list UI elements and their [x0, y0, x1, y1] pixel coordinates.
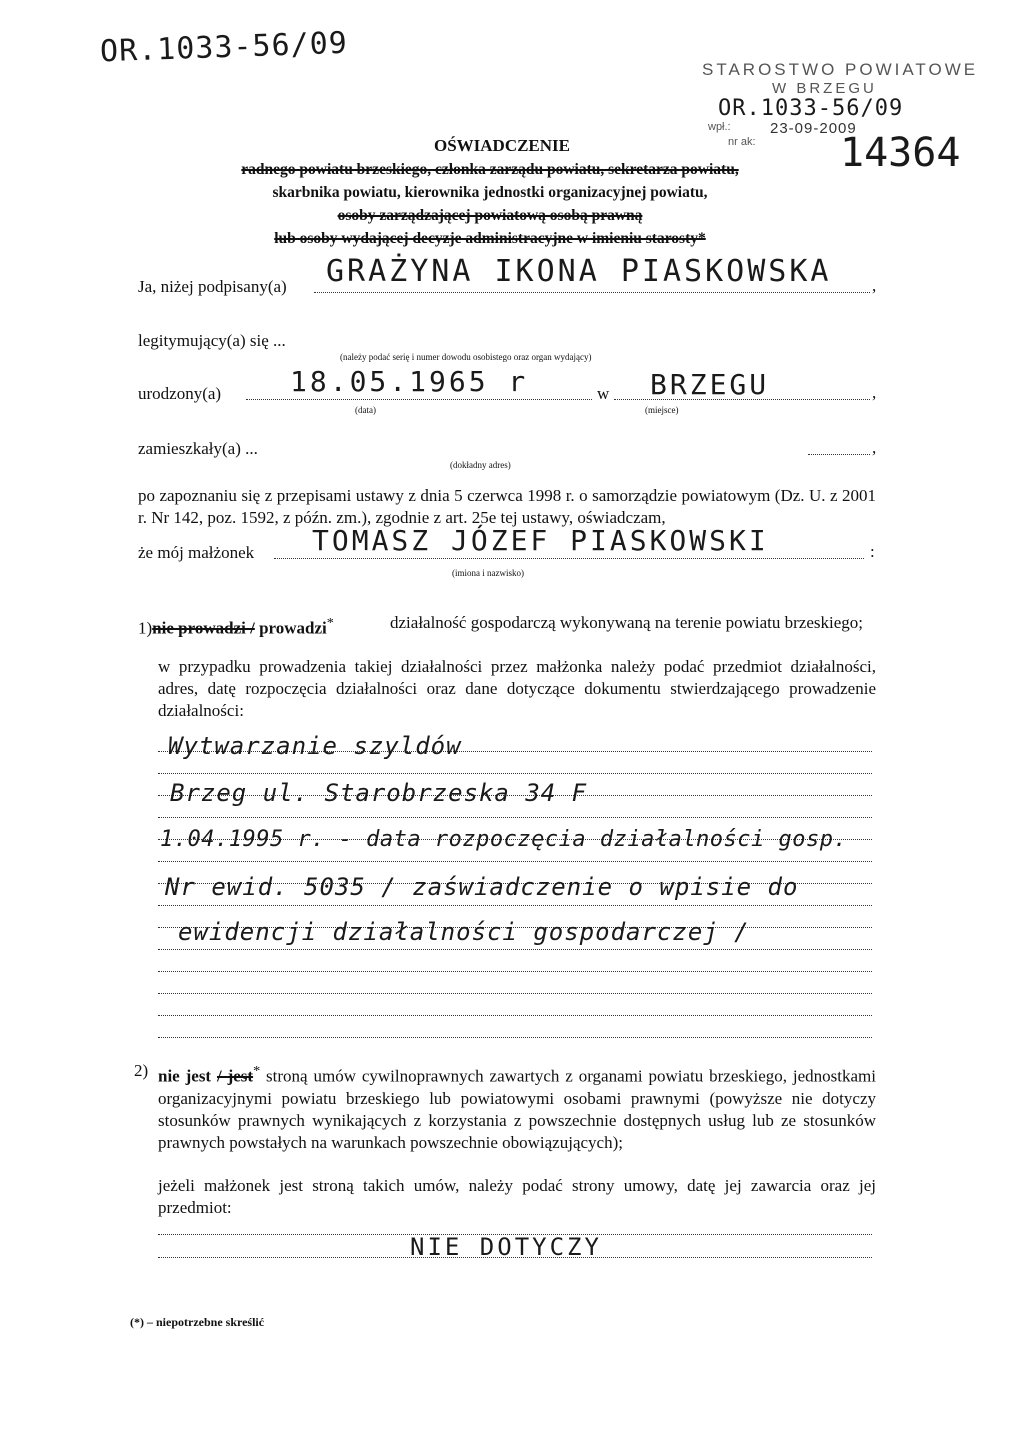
section1-heading: 1)nie prowadzi / prowadzi* [138, 615, 334, 638]
spouse-dotted-line [274, 558, 864, 559]
subtitle-line-1: radnego powiatu brzeskiego, członka zarządu powiatu, sekretarza powiatu, [241, 161, 739, 178]
section2-text-b: jeżeli małżonek jest stroną takich umów, należy podać strony umowy, datę jej zawarcia oraz jej przedmiot: [158, 1176, 876, 1217]
section2-struck-option: / jest [216, 1066, 254, 1086]
section2-text-a: stroną umów cywilnoprawnych zawartych z organami powiatu brzeskiego, jednostkami organizacyjnymi powiatu brzeskiego lub powiatowymi osobami prawnymi (powyższe nie dotyczy stosunków prawnych wynikających z korzystania z powszechnie dostępnych usług lub ze stosunków prawnych powstałych na warunkach powszechnie obowiązujących); [158, 1066, 876, 1152]
subtitle-line-2: skarbnika powiatu, kierownika jednostki organizacyjnej powiatu, [272, 184, 708, 201]
document-title: OŚWIADCZENIE [433, 136, 571, 155]
name-dotted-line [314, 292, 870, 293]
born-comma: , [872, 383, 877, 402]
born-in-label: w [597, 384, 610, 403]
born-label: urodzony(a) [138, 384, 222, 403]
born-date-value: 18.05.1965 r [290, 365, 529, 398]
subtitle [140, 158, 840, 250]
stamp-nr-label: nr ak: [728, 136, 756, 148]
subtitle-line-4: lub osoby wydającej decyzje administracyjne w imieniu starosty* [274, 230, 706, 247]
business-registry-document: ewidencji działalności gospodarczej / [178, 918, 750, 946]
subtitle-line-3: osoby zarządzającej powiatową osobą prawną [337, 207, 643, 224]
address-hint: (dokładny adres) [450, 460, 511, 470]
section2-selected-option: nie jest [158, 1066, 212, 1086]
business-address: Brzeg ul. Starobrzeska 34 F [170, 779, 588, 807]
born-date-line [246, 399, 592, 400]
born-place-value: BRZEGU [650, 368, 770, 401]
name-value: GRAŻYNA IKONA PIASKOWSKA [326, 254, 832, 289]
section2-paragraph: nie jest / jest* stroną umów cywilnoprawnych zawartych z organami powiatu brzeskiego, jednostkami organizacyjnymi powiatu brzeskiego lub powiatowymi osobami prawnymi (powyższe nie dotyczy stosunków prawnych wynikających z korzystania z powszechnie dostępnych usług lub ze stosunków prawnych powstałych na warunkach powszechnie obowiązujących); [158, 1063, 876, 1152]
spouse-value: TOMASZ JÓZEF PIASKOWSKI [312, 524, 769, 557]
handwritten-reference: OR.1033-56/09 [99, 25, 349, 70]
section1-number: 1) [138, 618, 153, 638]
id-label: legitymujący(a) się ... [138, 331, 286, 350]
section1-text-a: działalność gospodarczą wykonywaną na terenie powiatu brzeskiego; [390, 613, 863, 632]
business-start-date: 1.04.1995 r. - data rozpoczęcia działalności gosp. [160, 827, 848, 852]
address-comma: , [872, 438, 877, 457]
name-label: Ja, niżej podpisany(a) [138, 277, 287, 296]
spouse-label: że mój małżonek [138, 543, 255, 562]
date-hint: (data) [355, 405, 376, 415]
address-label: zamieszkały(a) ... [138, 439, 258, 458]
section1-struck-option: nie prowadzi / [152, 618, 255, 638]
place-hint: (miejsce) [645, 405, 679, 415]
stamp-date: 23-09-2009 [770, 120, 857, 137]
section2-value: NIE DOTYCZY [410, 1233, 602, 1261]
address-dotted-line [808, 454, 870, 455]
stamp-handwritten-ref: OR.1033-56/09 [718, 96, 904, 121]
id-hint: (należy podać serię i numer dowodu osobistego oraz organ wydający) [340, 352, 592, 362]
spouse-colon: : [870, 542, 875, 561]
section1-text-b: w przypadku prowadzenia takiej działalności przez małżonka należy podać przedmiot działalności, adres, datę rozpoczęcia działalności oraz dane dotyczące dokumentu stwierdzającego prowadzenie działalności: [158, 657, 876, 720]
intro-paragraph: po zapoznaniu się z przepisami ustawy z dnia 5 czerwca 1998 r. o samorządzie powiatowym (Dz. U. z 2001 r. Nr 142, poz. 1592, z późn. zm.), zgodnie z art. 25e tej ustawy, oświadczam, [138, 486, 876, 527]
name-comma: , [872, 276, 877, 295]
spouse-hint: (imiona i nazwisko) [452, 568, 524, 578]
footnote: (*) – niepotrzebne skreślić [130, 1315, 265, 1329]
business-registry-number: Nr ewid. 5035 / zaświadczenie o wpisie do [165, 873, 799, 901]
stamp-received-label: wpł.: [708, 121, 731, 133]
stamp-office: STAROSTWO POWIATOWE [702, 60, 979, 79]
stamp-number: 14364 [840, 130, 961, 176]
section1-selected-option: prowadzi [259, 618, 327, 638]
section2-number: 2) [134, 1061, 149, 1080]
business-activity: Wytwarzanie szyldów [168, 732, 462, 760]
stamp-city: W BRZEGU [772, 80, 877, 97]
